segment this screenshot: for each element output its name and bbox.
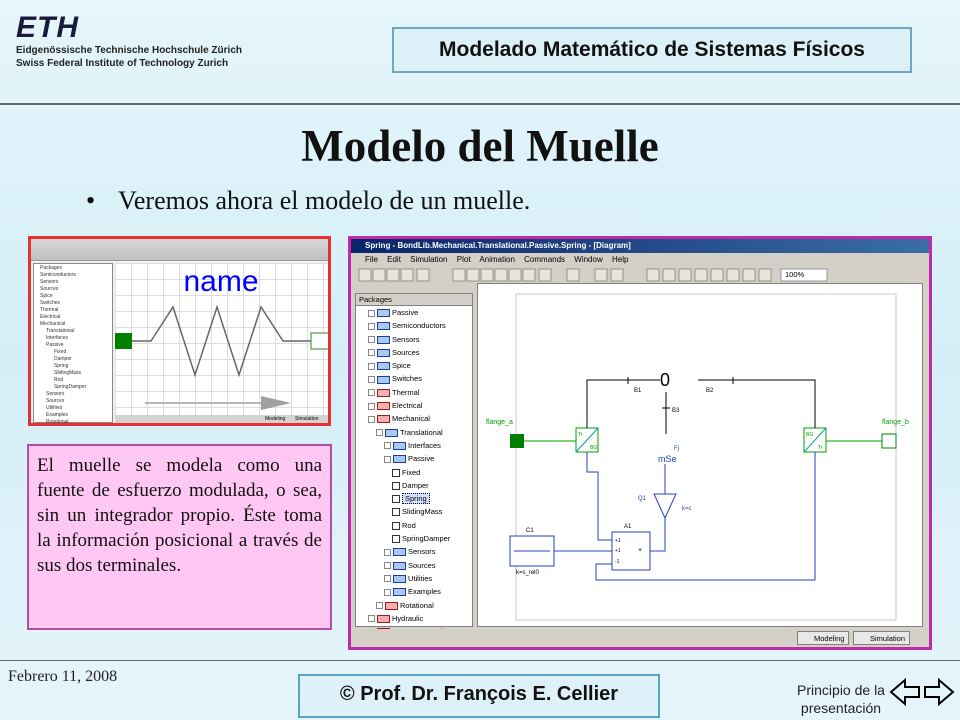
menu-plot[interactable]: Plot: [456, 255, 471, 264]
footer-date: Febrero 11, 2008: [8, 668, 118, 685]
expand-toggle-icon[interactable]: [384, 575, 391, 582]
small-tree-item[interactable]: Packages: [40, 265, 62, 271]
small-tree-item[interactable]: Damper: [54, 356, 72, 362]
spring-icon-diagram: [115, 263, 328, 415]
toolbar-icons: [357, 267, 923, 283]
menu-file[interactable]: File: [365, 255, 378, 264]
connect-icon: [595, 269, 607, 281]
eth-logo-wordmark: ETH: [16, 11, 79, 44]
slide-title: Modelo del Muelle: [301, 121, 659, 171]
package-tree-item[interactable]: [356, 346, 472, 359]
polygon-icon: [467, 269, 479, 281]
info-icon: [727, 269, 739, 281]
package-icon: [393, 442, 406, 450]
menu-bar: [351, 253, 929, 266]
package-tree-label: Sources: [392, 347, 420, 357]
package-tree-item[interactable]: [356, 585, 472, 598]
search-icon: [401, 269, 413, 281]
spring-name-label: name: [183, 265, 259, 298]
doc-view-icon: [759, 269, 771, 281]
package-tree: [356, 306, 472, 638]
bullet-icon: •: [86, 186, 96, 215]
package-tree-label: Sensors: [392, 334, 420, 344]
text-icon: [417, 269, 429, 281]
tf-right-tr: Tr: [818, 445, 823, 451]
expand-toggle-icon[interactable]: [368, 363, 375, 370]
expand-toggle-icon[interactable]: [368, 349, 375, 356]
package-tree-item[interactable]: [356, 386, 472, 399]
package-tree-item[interactable]: [356, 559, 472, 572]
course-title: Modelado Matemático de Sistemas Físicos: [439, 38, 865, 61]
package-tree-label: Semiconductors: [392, 321, 446, 331]
small-tree-item[interactable]: Electrical: [40, 314, 61, 320]
package-tree-item[interactable]: [356, 426, 472, 439]
gain-q1-label: Q1: [638, 496, 647, 502]
package-tree-item[interactable]: [356, 412, 472, 425]
start-of-presentation-link[interactable]: Principio de la presentación: [797, 682, 885, 716]
bond-b2-label: B2: [706, 388, 714, 394]
small-status-bar: [115, 415, 328, 425]
small-tree-item[interactable]: Spice: [40, 293, 53, 299]
up-icon: [679, 269, 691, 281]
menu-simulation[interactable]: Simulation: [410, 255, 448, 264]
expand-toggle-icon[interactable]: [368, 389, 375, 396]
tab-modeling[interactable]: Modeling: [797, 631, 849, 645]
save-icon: [387, 269, 399, 281]
small-flange-a: [115, 333, 132, 349]
menu-animation[interactable]: Animation: [479, 255, 515, 264]
package-icon: [377, 336, 390, 344]
package-tree-label: Rod: [402, 520, 416, 530]
package-icon: [377, 415, 390, 423]
dymola-screenshot-small: [28, 236, 331, 426]
package-browser-header: Packages: [356, 294, 472, 306]
small-tree-item[interactable]: Sensors: [40, 279, 59, 285]
package-tree-item[interactable]: [356, 545, 472, 558]
text-tool-icon: [509, 269, 521, 281]
package-icon: [377, 615, 390, 623]
a1-in1: +1: [615, 538, 621, 544]
menu-commands[interactable]: Commands: [524, 255, 566, 264]
expand-toggle-icon[interactable]: [376, 429, 383, 436]
package-tree-item[interactable]: [356, 612, 472, 625]
small-tree-item[interactable]: Translational: [46, 328, 75, 334]
small-arrow-head: [261, 396, 291, 410]
menu-help[interactable]: Help: [611, 255, 629, 264]
expand-toggle-icon[interactable]: [384, 456, 391, 463]
small-tree-item[interactable]: Interfaces: [46, 335, 68, 341]
diagram-extent: [516, 294, 896, 620]
package-tree-label: Examples: [408, 587, 441, 597]
small-tree-item[interactable]: Sources: [40, 286, 59, 292]
package-tree-item[interactable]: [356, 333, 472, 346]
small-tree-item[interactable]: Semiconductors: [40, 272, 76, 278]
forward-icon: [663, 269, 675, 281]
model-icon: [392, 495, 400, 503]
small-spring-zigzag: [132, 307, 311, 375]
footer-credit: © Prof. Dr. François E. Cellier: [339, 683, 619, 705]
package-icon: [377, 376, 390, 384]
toolbar: [357, 267, 923, 283]
tab-simulation[interactable]: Simulation: [853, 631, 910, 645]
package-tree-label: Fixed: [402, 467, 421, 477]
a1-label: A1: [624, 524, 632, 530]
text-view-icon: [743, 269, 755, 281]
package-tree-label: Thermal: [392, 387, 420, 397]
expand-toggle-icon[interactable]: [384, 562, 391, 569]
package-tree-label: Spring: [402, 493, 430, 504]
window-titlebar: Spring - BondLib.Mechanical.Translational.Passive.Spring - [Diagram]: [351, 239, 929, 253]
package-tree-item[interactable]: [356, 319, 472, 332]
check-icon: [611, 269, 623, 281]
bond-b3-label: B3: [672, 408, 680, 414]
small-toolbar: [31, 239, 328, 261]
header-divider: [0, 103, 960, 105]
package-tree-item[interactable]: [356, 532, 472, 545]
package-tree-label: Interfaces: [408, 440, 441, 450]
package-icon: [377, 309, 390, 317]
small-tree-item[interactable]: Switches: [40, 300, 61, 306]
package-tree-item[interactable]: [356, 519, 472, 532]
line-icon: [453, 269, 465, 281]
small-tree-item[interactable]: SlidingMass: [54, 370, 81, 376]
tf-left-bg: BG: [590, 445, 598, 451]
menu-edit[interactable]: Edit: [387, 255, 401, 264]
small-tree-item[interactable]: Rod: [54, 377, 64, 383]
fill-color-icon: [567, 269, 579, 281]
fj-label: Fj: [674, 446, 679, 452]
gain-k-label: k=c: [682, 506, 692, 512]
expand-toggle-icon[interactable]: [376, 602, 383, 609]
mse-label: mSe: [658, 454, 677, 464]
package-icon: [377, 389, 390, 397]
small-tree-item[interactable]: SpringDamper: [54, 384, 87, 390]
ellipse-icon: [495, 269, 507, 281]
expand-toggle-icon[interactable]: [368, 310, 375, 317]
zero-junction-label: 0: [660, 370, 671, 390]
rectangle-icon: [481, 269, 493, 281]
package-icon: [377, 349, 390, 357]
bitmap-icon: [523, 269, 535, 281]
small-tree-item[interactable]: Sensors: [46, 391, 65, 397]
package-tree-item[interactable]: [356, 599, 472, 612]
package-icon: [377, 362, 390, 370]
bond-b1-label: B1: [634, 388, 642, 394]
model-icon: [392, 535, 400, 543]
nav-arrows: [889, 676, 955, 713]
expand-toggle-icon[interactable]: [384, 442, 391, 449]
c1-label: C1: [526, 528, 534, 534]
package-icon: [393, 455, 406, 463]
expand-toggle-icon[interactable]: [384, 549, 391, 556]
flange-b-label: flange_b: [882, 419, 909, 426]
small-tab-modeling[interactable]: Modeling: [265, 416, 286, 422]
expand-toggle-icon[interactable]: [384, 589, 391, 596]
package-icon: [393, 548, 406, 556]
package-tree-label: Rotational: [400, 600, 434, 610]
expand-toggle-icon[interactable]: [368, 323, 375, 330]
package-tree-label: Damper: [402, 480, 429, 490]
package-tree-item[interactable]: [356, 466, 472, 479]
model-icon: [392, 469, 400, 477]
package-tree-label: Sensors: [408, 547, 436, 557]
diagram-view-icon: [695, 269, 707, 281]
flange-a-connector: [510, 434, 524, 448]
small-package-tree: [33, 263, 113, 423]
tf-right-bg: BG: [806, 432, 814, 438]
dymola-window: [348, 236, 932, 650]
package-tree-label: Electrical: [392, 401, 423, 411]
small-diagram-canvas: [115, 263, 328, 415]
package-icon: [393, 562, 406, 570]
small-tree-item[interactable]: Mechanical: [40, 321, 66, 327]
package-tree-item[interactable]: [356, 359, 472, 372]
package-tree-label: Spice: [392, 361, 411, 371]
package-tree-item[interactable]: [356, 306, 472, 319]
package-tree-label: Sources: [408, 560, 436, 570]
package-icon: [385, 602, 398, 610]
package-tree-label: Passive: [408, 454, 435, 464]
explanation-callout: El muelle se modela como una fuente de esfuerzo modulada, o sea, sin un integrador propio. Éste toma la información posicional a través de sus dos terminales.: [27, 444, 332, 630]
package-icon: [385, 429, 398, 437]
eth-logo-line2: Swiss Federal Institute of Technology Zurich: [16, 58, 229, 69]
menu-window[interactable]: Window: [574, 255, 603, 264]
package-browser: [355, 293, 473, 627]
package-tree-label: Mechanical: [392, 414, 430, 424]
model-icon: [392, 508, 400, 516]
model-icon: [392, 522, 400, 530]
small-tree-item[interactable]: Sources: [46, 398, 65, 404]
forward-arrow-icon[interactable]: [925, 680, 953, 704]
package-icon: [377, 322, 390, 330]
eth-logo-line1: Eidgenössische Technische Hochschule Zürich: [16, 45, 242, 56]
expand-toggle-icon[interactable]: [368, 615, 375, 622]
package-tree-label: SlidingMass: [402, 507, 443, 517]
small-tab-simulation[interactable]: Simulation: [295, 416, 319, 422]
package-icon: [393, 588, 406, 596]
package-tree-item[interactable]: [356, 399, 472, 412]
package-icon: [377, 402, 390, 410]
zoom-value[interactable]: 100%: [785, 270, 805, 279]
line-color-icon: [539, 269, 551, 281]
package-tree-item[interactable]: [356, 505, 472, 518]
package-icon: [393, 575, 406, 583]
package-tree-label: Switches: [392, 374, 423, 384]
package-tree-label: Utilities: [408, 573, 433, 583]
c1-param: k=s_rel0: [516, 570, 539, 576]
flange-b-connector: [882, 434, 896, 448]
icon-view-icon: [711, 269, 723, 281]
small-tree-item[interactable]: Examples: [46, 412, 68, 418]
a1-in2: +1: [615, 548, 621, 554]
small-tree-item[interactable]: Passive: [46, 342, 64, 348]
expand-toggle-icon[interactable]: [368, 416, 375, 423]
small-flange-b: [311, 333, 328, 349]
package-tree-item[interactable]: [356, 372, 472, 385]
a1-plus: +: [638, 547, 643, 554]
back-arrow-icon[interactable]: [891, 680, 919, 704]
expand-toggle-icon[interactable]: [368, 336, 375, 343]
small-tree-item[interactable]: Fixed: [54, 349, 67, 355]
small-tree-item[interactable]: Rotational: [46, 419, 69, 425]
model-icon: [392, 482, 400, 490]
new-file-icon: [359, 269, 371, 281]
package-tree-label: SpringDamper: [402, 534, 451, 544]
eth-logo: [16, 12, 242, 70]
expand-toggle-icon[interactable]: [368, 403, 375, 410]
package-tree-item[interactable]: [356, 572, 472, 585]
package-tree-item[interactable]: [356, 452, 472, 465]
diagram-canvas: [477, 283, 923, 627]
package-tree-item[interactable]: [356, 439, 472, 452]
package-tree-label: Translational: [400, 427, 443, 437]
footer-divider: [0, 660, 960, 661]
tf-left-tr: Tr: [578, 432, 583, 438]
bond-graph-diagram: [478, 284, 924, 628]
expand-toggle-icon[interactable]: [368, 376, 375, 383]
package-tree-label: Hydraulic: [392, 613, 424, 623]
flange-a-label: flange_a: [486, 419, 513, 426]
a1-in3: -1: [615, 559, 620, 565]
small-tree-item[interactable]: Utilities: [46, 405, 63, 411]
package-tree-label: Passive: [392, 308, 419, 317]
package-tree-item[interactable]: [356, 479, 472, 492]
bullet-text: Veremos ahora el modelo de un muelle.: [118, 186, 531, 215]
small-tree-item[interactable]: Spring: [54, 363, 69, 369]
small-tree-item[interactable]: Thermal: [40, 307, 59, 313]
back-icon: [647, 269, 659, 281]
open-folder-icon: [373, 269, 385, 281]
package-tree-item[interactable]: [356, 492, 472, 505]
